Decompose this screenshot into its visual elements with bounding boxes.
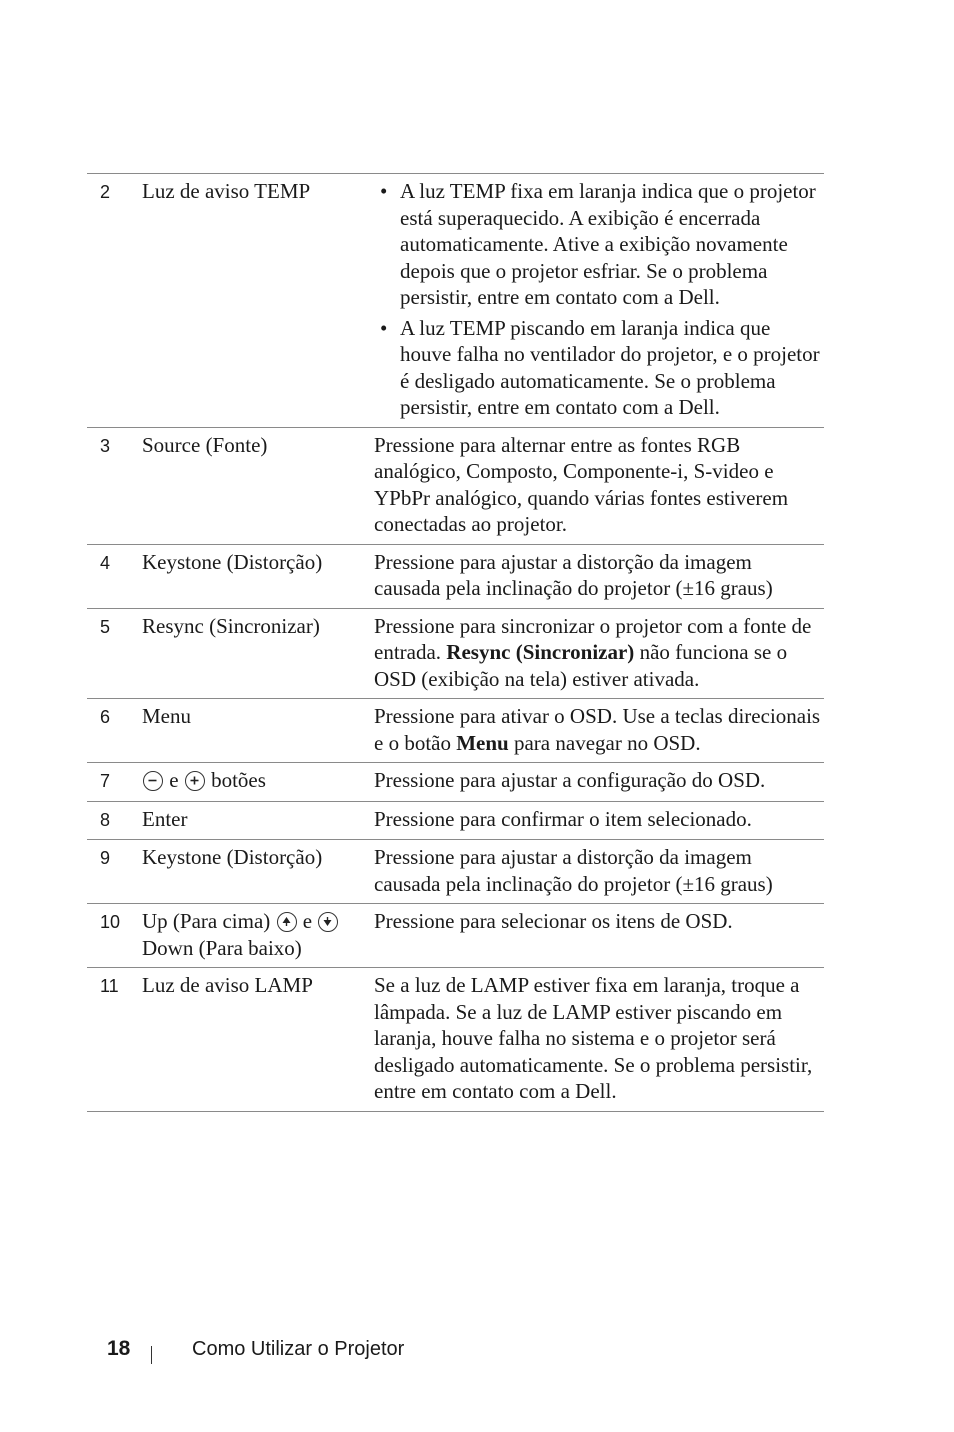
- bullet-item: • A luz TEMP piscando em laranja indica que houve falha no ventilador do projetor, e o projetor é desligado automaticamente. Se o problema persistir, entre em contato com a Dell.: [380, 315, 820, 419]
- row-description: Pressione para ajustar a distorção da imagem causada pela inclinação do projetor (±16 graus): [374, 549, 773, 600]
- row-number: 8: [100, 809, 111, 830]
- row-number: 6: [100, 707, 111, 727]
- row-description: Pressione para selecionar os itens de OSD.: [374, 909, 733, 933]
- row-description: Pressione para sincronizar o projetor com a fonte de entrada. Resync (Sincronizar) não funciona se o OSD (exibição na tela) estiver ativada.: [374, 613, 812, 691]
- bullet-marker: •: [380, 179, 388, 203]
- row-label: e botões: [142, 767, 374, 795]
- row-description: Pressione para ativar o OSD. Use a teclas direcionais e o botão Menu para navegar no OSD.: [374, 704, 821, 755]
- plus-button-icon: [185, 771, 205, 791]
- up-arrow-button-icon: [277, 912, 297, 932]
- row-number: 10: [100, 912, 121, 932]
- row-label: Up (Para cima) e Down (Para baixo): [142, 908, 374, 961]
- table-row: [87, 428, 824, 545]
- table-row: [87, 802, 824, 841]
- bullet-item: • A luz TEMP fixa em laranja indica que o projetor está superaquecido. A exibição é encerrada automaticamente. Ative a exibição novamente depois que o projetor esfriar. Se o problema persistir, entre em contato com a Dell.: [380, 179, 816, 309]
- row-label: Enter: [142, 806, 188, 831]
- footer-separator: [151, 1346, 152, 1364]
- feature-table: [87, 173, 824, 1112]
- table-row: [87, 174, 824, 428]
- row-label: Luz de aviso LAMP: [142, 973, 313, 997]
- row-description: [374, 178, 824, 421]
- row-description: Pressione para alternar entre as fontes RGB analógico, Composto, Componente-i, S-video e YPbPr analógico, quando várias fontes estiverem conectadas ao projetor.: [374, 432, 789, 536]
- chapter-title: Como Utilizar o Projetor: [192, 1338, 405, 1360]
- row-number: 11: [100, 976, 119, 996]
- row-number: 2: [100, 182, 111, 202]
- row-label: Keystone (Distorção): [142, 549, 323, 574]
- table-row: [87, 545, 824, 609]
- row-number: 4: [100, 552, 111, 573]
- row-description: Pressione para ajustar a configuração do OSD.: [374, 768, 766, 792]
- row-number: 9: [100, 848, 111, 868]
- row-label: Luz de aviso TEMP: [142, 179, 311, 203]
- minus-button-icon: [143, 771, 163, 791]
- bullet-marker: •: [380, 315, 388, 340]
- bullet-list: [374, 178, 822, 421]
- row-label: Keystone (Distorção): [142, 845, 323, 869]
- table-row: [87, 763, 824, 802]
- table-row: [87, 840, 824, 904]
- table-row: [87, 968, 824, 1112]
- page-number: 18: [107, 1337, 131, 1360]
- row-number: 5: [100, 616, 111, 637]
- row-number: 3: [100, 435, 111, 456]
- row-label: Resync (Sincronizar): [142, 613, 320, 638]
- table-row: [87, 904, 824, 968]
- down-arrow-button-icon: [318, 912, 338, 932]
- row-number: 7: [100, 771, 111, 791]
- row-label: Menu: [142, 704, 191, 728]
- table-row: [87, 699, 824, 763]
- row-description: Pressione para confirmar o item selecionado.: [374, 806, 752, 831]
- bold-term: Resync (Sincronizar): [446, 640, 635, 664]
- row-label: Source (Fonte): [142, 432, 268, 457]
- bold-term: Menu: [456, 730, 509, 755]
- row-description: Pressione para ajustar a distorção da imagem causada pela inclinação do projetor (±16 graus): [374, 845, 773, 896]
- row-description: Se a luz de LAMP estiver fixa em laranja, troque a lâmpada. Se a luz de LAMP estiver piscando em laranja, houve falha no sistema e o projetor será desligado automaticamente. Se o problema persistir, entre em contato com a Dell.: [374, 973, 813, 1103]
- table-row: [87, 609, 824, 700]
